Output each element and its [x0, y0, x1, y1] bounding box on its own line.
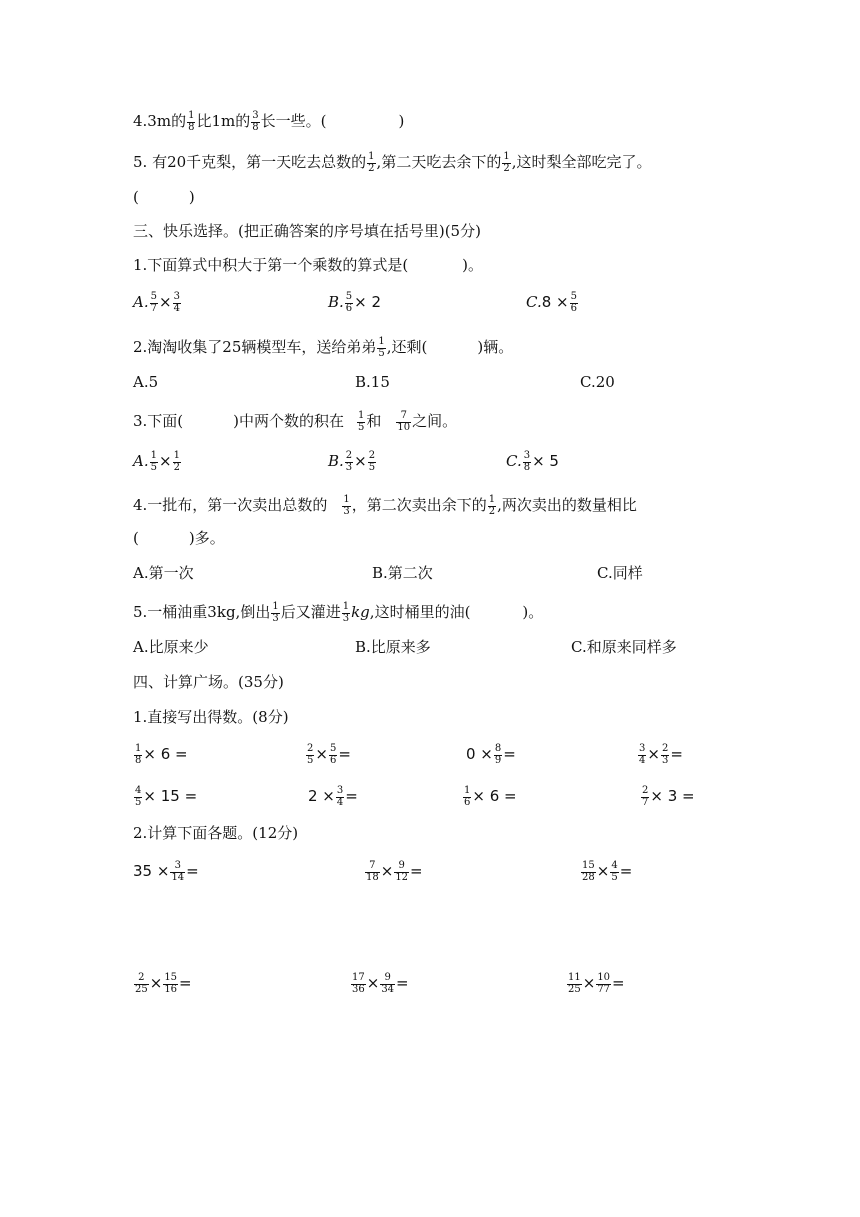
denominator: 5: [358, 421, 365, 433]
operator: × 15 =: [143, 787, 198, 805]
operator: ×: [596, 862, 610, 880]
option-a[interactable]: A.第一次: [133, 564, 194, 582]
fraction: [150, 292, 158, 314]
operator: =: [612, 974, 625, 992]
denominator: 6: [464, 796, 471, 808]
operator: ×: [366, 974, 380, 992]
judge-question-5-answer: [133, 190, 195, 205]
text: ,还剩(: [386, 338, 428, 356]
text: )辆。: [477, 338, 514, 356]
numerator: 5: [150, 291, 157, 302]
text: 之间。: [412, 412, 458, 430]
operator: =: [345, 787, 358, 805]
option-c[interactable]: [526, 292, 579, 314]
denominator: 6: [570, 302, 577, 314]
text: ，第二次卖出余下的: [351, 496, 487, 514]
text: 长一些。(: [260, 112, 327, 130]
fraction: [134, 973, 149, 995]
text: 和: [366, 412, 382, 430]
denominator: 25: [135, 983, 148, 995]
denominator: 8: [188, 121, 195, 133]
text: )多。: [188, 529, 225, 547]
numerator: 15: [582, 860, 595, 871]
section-3-heading: 三、快乐选择。(把正确答案的序号填在括号里)(5分): [133, 222, 481, 240]
fraction: [173, 292, 181, 314]
numerator: 1: [272, 601, 279, 612]
operator: ×: [315, 745, 328, 763]
denominator: 5: [135, 796, 142, 808]
fraction: [173, 451, 181, 473]
choice-question-5: [133, 602, 543, 624]
fraction: [163, 973, 178, 995]
fraction: [368, 451, 376, 473]
choice-question-1: [133, 258, 483, 273]
text: 2.淘淘收集了25辆模型车，送给弟弟: [133, 338, 377, 356]
operator: × 6 =: [472, 787, 517, 805]
denominator: 6: [345, 302, 353, 314]
text: ): [188, 188, 195, 206]
fraction: [329, 744, 337, 766]
fraction: [523, 451, 531, 473]
denominator: 34: [381, 983, 395, 995]
fraction: [494, 744, 502, 766]
fraction: [638, 744, 646, 766]
denominator: 8: [135, 754, 142, 766]
fraction: [641, 786, 649, 808]
text: 3.下面(: [133, 412, 184, 430]
option-c[interactable]: [506, 451, 559, 473]
oral-item-7: [462, 786, 517, 808]
option-c[interactable]: C.同样: [597, 564, 643, 582]
numerator: 3: [639, 743, 646, 754]
denominator: 77: [597, 983, 611, 995]
operand: 8 ×: [541, 293, 569, 311]
denominator: 3: [343, 505, 350, 517]
numerator: 8: [494, 743, 502, 754]
denominator: 2: [488, 505, 496, 517]
operator: =: [396, 974, 409, 992]
denominator: 9: [494, 754, 502, 766]
denominator: 2: [368, 162, 375, 174]
option-label: A.: [133, 452, 149, 470]
text: 5.一桶油重3kg,倒出: [133, 603, 271, 621]
option-label: C.: [506, 452, 522, 470]
fraction: [661, 744, 669, 766]
fraction: [251, 111, 259, 133]
denominator: 4: [173, 302, 180, 314]
calc-item-5: [350, 973, 409, 995]
numerator: 7: [400, 410, 407, 421]
calc-item-4: [133, 973, 192, 995]
calc-item-3: [580, 861, 632, 883]
fraction: [271, 602, 279, 624]
fraction: [170, 861, 185, 883]
denominator: 14: [171, 871, 185, 883]
operand: 2 ×: [308, 787, 335, 805]
fraction: [342, 495, 350, 517]
text: 1.下面算式中积大于第一个乘数的算式是(: [133, 256, 409, 274]
text: ): [398, 112, 405, 130]
numerator: 1: [488, 494, 496, 505]
numerator: 4: [135, 785, 142, 796]
text: )中两个数的积在: [233, 412, 345, 430]
judge-question-4: [133, 111, 404, 133]
numerator: 9: [384, 972, 391, 983]
fraction: [357, 411, 365, 433]
section-4-heading: 四、计算广场。(35分): [133, 673, 284, 691]
oral-item-1: [133, 744, 188, 766]
numerator: 17: [352, 972, 365, 983]
numerator: 1: [173, 450, 180, 461]
fraction: [365, 861, 380, 883]
denominator: 28: [582, 871, 595, 883]
numerator: 1: [342, 601, 350, 612]
fraction: [377, 337, 385, 359]
fraction: [187, 111, 195, 133]
operator: × 3 =: [650, 787, 695, 805]
option-b[interactable]: B.15: [355, 373, 390, 391]
numerator: 5: [329, 743, 337, 754]
numerator: 1: [135, 743, 142, 754]
option-label: B.: [328, 293, 344, 311]
numerator: 2: [661, 743, 669, 754]
choice-question-4-line2: [133, 531, 225, 546]
numerator: 1: [358, 410, 365, 421]
numerator: 2: [642, 785, 649, 796]
fraction: [306, 744, 314, 766]
oral-item-4: [637, 744, 683, 766]
numerator: 3: [173, 291, 180, 302]
denominator: 5: [368, 461, 376, 473]
denominator: 3: [342, 612, 350, 624]
fraction: [150, 451, 158, 473]
denominator: 12: [395, 871, 409, 883]
numerator: 1: [150, 450, 157, 461]
fraction: [581, 861, 596, 883]
numerator: 1: [503, 151, 510, 162]
operator: =: [619, 862, 633, 880]
oral-item-6: [308, 786, 358, 808]
denominator: 2: [173, 461, 180, 473]
denominator: 25: [568, 983, 581, 995]
text: ,这时梨全部吃完了。: [511, 153, 652, 171]
text: 后又灌进: [280, 603, 341, 621]
numerator: 5: [345, 291, 353, 302]
denominator: 36: [352, 983, 365, 995]
option-a[interactable]: [133, 451, 182, 473]
text: 比1m的: [196, 112, 251, 130]
fraction: [134, 744, 142, 766]
fraction: [502, 152, 510, 174]
denominator: 8: [523, 461, 531, 473]
operator: =: [338, 745, 351, 763]
fraction: [351, 973, 366, 995]
operator: =: [186, 862, 199, 880]
fraction: [342, 602, 350, 624]
denominator: 6: [329, 754, 337, 766]
operator: =: [670, 745, 683, 763]
operator: ×: [647, 745, 660, 763]
numerator: 2: [345, 450, 353, 461]
text: 4.一批布，第一次卖出总数的: [133, 496, 328, 514]
numerator: 1: [343, 494, 350, 505]
denominator: 5: [307, 754, 314, 766]
fraction: [596, 973, 611, 995]
denominator: 5: [611, 871, 618, 883]
denominator: 5: [150, 461, 157, 473]
calc-item-1: [133, 861, 199, 883]
text: ,第二天吃去余下的: [376, 153, 502, 171]
denominator: 2: [503, 162, 510, 174]
option-label: A.: [133, 293, 149, 311]
option-c[interactable]: C.和原来同样多: [571, 638, 677, 656]
part-1-heading: 1.直接写出得数。(8分): [133, 708, 289, 726]
fraction: [570, 292, 578, 314]
text: ,这时桶里的油(: [369, 603, 471, 621]
option-c[interactable]: C.20: [580, 373, 615, 391]
operator: ×: [149, 974, 163, 992]
denominator: 18: [366, 871, 379, 883]
choice-question-2: [133, 337, 513, 359]
option-b[interactable]: B.比原来多: [355, 638, 431, 656]
operator: =: [410, 862, 423, 880]
option-a[interactable]: A.比原来少: [133, 638, 209, 656]
oral-item-3: [466, 744, 516, 766]
denominator: 16: [164, 983, 178, 995]
text: (: [133, 188, 139, 206]
denominator: 3: [272, 612, 279, 624]
calc-item-6: [566, 973, 625, 995]
text: (: [133, 529, 139, 547]
operator: ×: [354, 452, 367, 470]
choice-question-3: [133, 411, 457, 433]
fraction: [567, 973, 582, 995]
text: ,两次卖出的数量相比: [497, 496, 637, 514]
numerator: 2: [138, 972, 145, 983]
oral-item-8: [640, 786, 695, 808]
option-a[interactable]: [133, 292, 182, 314]
numerator: 3: [252, 110, 259, 121]
numerator: 1: [464, 785, 471, 796]
operator: × 2: [354, 293, 382, 311]
numerator: 7: [369, 860, 376, 871]
oral-item-2: [305, 744, 351, 766]
option-a[interactable]: A.5: [133, 373, 159, 391]
denominator: 8: [252, 121, 259, 133]
fraction: [367, 152, 375, 174]
numerator: 10: [597, 972, 611, 983]
option-label: B.: [328, 452, 344, 470]
denominator: 7: [150, 302, 157, 314]
fraction: [134, 786, 142, 808]
numerator: 4: [611, 860, 618, 871]
operator: ×: [158, 293, 172, 311]
denominator: 5: [378, 347, 385, 359]
numerator: 15: [164, 972, 178, 983]
operand: 0 ×: [466, 745, 493, 763]
option-b[interactable]: [328, 292, 381, 314]
part-2-heading: 2.计算下面各题。(12分): [133, 824, 299, 842]
fraction: [345, 292, 353, 314]
denominator: 3: [661, 754, 669, 766]
denominator: 7: [642, 796, 649, 808]
operator: × 6 =: [143, 745, 188, 763]
numerator: 1: [368, 151, 375, 162]
numerator: 11: [568, 972, 581, 983]
denominator: 4: [336, 796, 344, 808]
text: 5. 有20千克梨，第一天吃去总数的: [133, 153, 367, 171]
fraction: [345, 451, 353, 473]
choice-question-4: [133, 495, 637, 517]
operator: ×: [380, 862, 394, 880]
fraction: [396, 411, 411, 433]
fraction: [336, 786, 344, 808]
option-label: C.: [526, 293, 542, 311]
fraction: [488, 495, 496, 517]
option-b[interactable]: [328, 451, 377, 473]
operator: =: [179, 974, 192, 992]
operator: × 5: [532, 452, 559, 470]
numerator: 2: [368, 450, 376, 461]
numerator: 3: [523, 450, 531, 461]
fraction: [380, 973, 395, 995]
unit: kg: [351, 603, 370, 621]
numerator: 3: [174, 860, 181, 871]
fraction: [394, 861, 409, 883]
operator: =: [503, 745, 516, 763]
numerator: 1: [378, 336, 385, 347]
calc-item-2: [364, 861, 423, 883]
numerator: 1: [188, 110, 195, 121]
option-b[interactable]: B.第二次: [372, 564, 433, 582]
fraction: [610, 861, 618, 883]
numerator: 2: [307, 743, 314, 754]
fraction: [463, 786, 471, 808]
text: )。: [522, 603, 544, 621]
numerator: 3: [336, 785, 344, 796]
numerator: 5: [570, 291, 577, 302]
operand: 35 ×: [133, 862, 170, 880]
denominator: 3: [345, 461, 353, 473]
denominator: 10: [397, 421, 411, 433]
numerator: 9: [398, 860, 405, 871]
text: )。: [462, 256, 484, 274]
judge-question-5: [133, 152, 651, 174]
text: 4.3m的: [133, 112, 187, 130]
operator: ×: [582, 974, 596, 992]
denominator: 4: [639, 754, 646, 766]
operator: ×: [158, 452, 172, 470]
oral-item-5: [133, 786, 197, 808]
